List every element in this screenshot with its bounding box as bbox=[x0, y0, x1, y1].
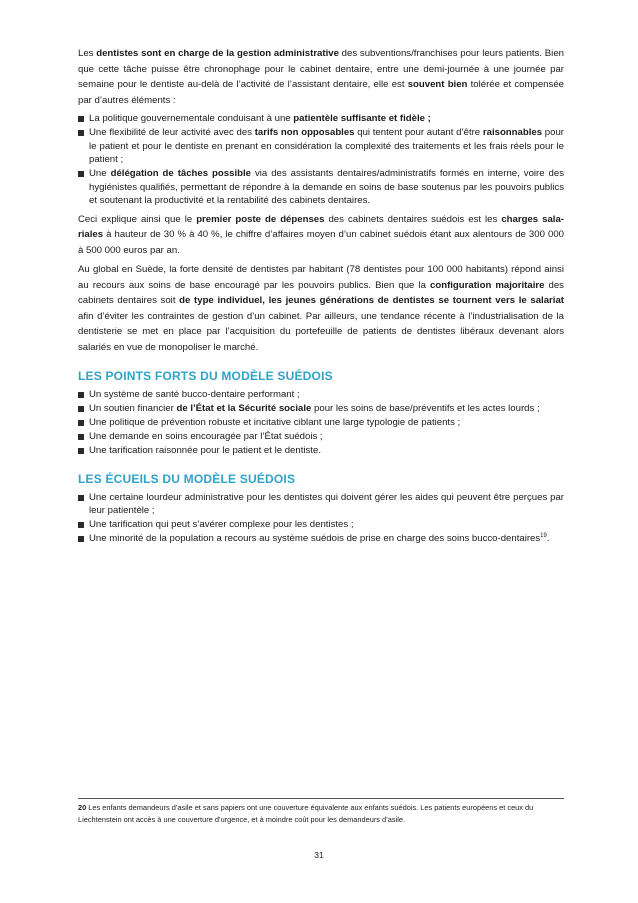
square-bullet-icon bbox=[78, 130, 84, 136]
square-bullet-icon bbox=[78, 434, 84, 440]
page-body bbox=[78, 46, 564, 550]
list-item: Une certaine lourdeur administrative pour les dentistes qui doivent gérer les aides qui peuvent être perçues par leur patientèle ; bbox=[78, 491, 564, 518]
list-item: Un soutien financier de l’État et la Sécurité sociale pour les soins de base/préventifs et les actes lourds ; bbox=[78, 402, 564, 416]
pitfalls-list bbox=[78, 491, 564, 546]
list-item: Une tarification qui peut s’avérer complexe pour les dentistes ; bbox=[78, 518, 564, 532]
list-item: La politique gouvernementale conduisant à une patientèle suffisante et fidèle ; bbox=[78, 112, 564, 126]
list-item: Une tarification raisonnée pour le patient et le dentiste. bbox=[78, 444, 564, 458]
square-bullet-icon bbox=[78, 116, 84, 122]
square-bullet-icon bbox=[78, 495, 84, 501]
expenses-paragraph: Ceci explique ainsi que le premier poste de dépenses des cabinets dentaires suédois est les charges sala-riales à hauteur de 30 % à 40 %, le chiffre d’affaires moyen d’un cabinet suédois étant aux alentours de 300 000 à 500 000 euros par an. bbox=[78, 213, 564, 256]
intro-paragraph: Les dentistes sont en charge de la gestion administrative des subventions/franchises pour leurs patients. Bien que cette tâche puisse être chronophage pour le cabinet dentaire, entre une demi-journée à une journée par semaine pour le dentiste au-delà de l’activité de l’assistant dentaire, elle est souvent bien tolérée et compensée par d’autres éléments : bbox=[78, 48, 564, 106]
footnote-text: Les enfants demandeurs d’asile et sans papiers ont une couverture équivalente aux enfants suédois. Les patients européens et ceux du Liechtenstein ont accès à une couverture d’urgence, et à moindre coût pour les demandeurs d’asile. bbox=[78, 803, 534, 824]
list-item: Une demande en soins encouragée par l’État suédois ; bbox=[78, 430, 564, 444]
pitfalls-heading: LES ÉCUEILS DU MODÈLE SUÉDOIS bbox=[78, 471, 296, 486]
square-bullet-icon bbox=[78, 392, 84, 398]
list-item: Une politique de prévention robuste et incitative ciblant une large typologie de patients ; bbox=[78, 416, 564, 430]
list-item: Une flexibilité de leur activité avec des tarifs non opposables qui tentent pour autant d’être raisonnables pour le patient et pour le dentiste en prenant en considération la complexité des traitements et les frais réels pour le patient ; bbox=[78, 126, 564, 167]
square-bullet-icon bbox=[78, 420, 84, 426]
footnote bbox=[78, 798, 564, 826]
square-bullet-icon bbox=[78, 448, 84, 454]
square-bullet-icon bbox=[78, 171, 84, 177]
square-bullet-icon bbox=[78, 536, 84, 542]
list-item: Une minorité de la population a recours au système suédois de prise en charge des soins bucco-dentaires$^{19}$. bbox=[78, 532, 564, 546]
strengths-list bbox=[78, 388, 564, 458]
strengths-heading: LES POINTS FORTS DU MODÈLE SUÉDOIS bbox=[78, 369, 333, 383]
advantages-list bbox=[78, 112, 564, 208]
footnote-number: 20 bbox=[78, 803, 87, 812]
density-paragraph: Au global en Suède, la forte densité de dentistes par habitant (78 dentistes pour 100 000 habitants) répond ainsi au recours aux soins de base encouragé par les pouvoirs publics. Bien que la configuration majoritaire des cabinets dentaires soit de type individuel, les jeunes générations de dentistes se tournent vers le salariat afin d’éviter les contraintes de gestion d’un cabinet. Par ailleurs, une tendance récente à l’industrialisation de la dentisterie se met en place par l’acquisition du portefeuille de patients de dentistes libéraux devenant alors salariés en vue de monopoliser le marché. bbox=[78, 264, 564, 353]
square-bullet-icon bbox=[78, 406, 84, 412]
footnote-reference[interactable]: 19 bbox=[540, 532, 547, 539]
square-bullet-icon bbox=[78, 522, 84, 528]
list-item: Une délégation de tâches possible via des assistants dentaires/administratifs formés en interne, voire des hygiénistes qualifiés, permettant de répondre à la demande en soins de base soutenus par les pouvoirs publics et soutenant la productivité et la rentabilité des cabinets dentaires. bbox=[78, 167, 564, 208]
page-number: 31 bbox=[314, 850, 324, 860]
list-item: Un système de santé bucco-dentaire performant ; bbox=[78, 388, 564, 402]
